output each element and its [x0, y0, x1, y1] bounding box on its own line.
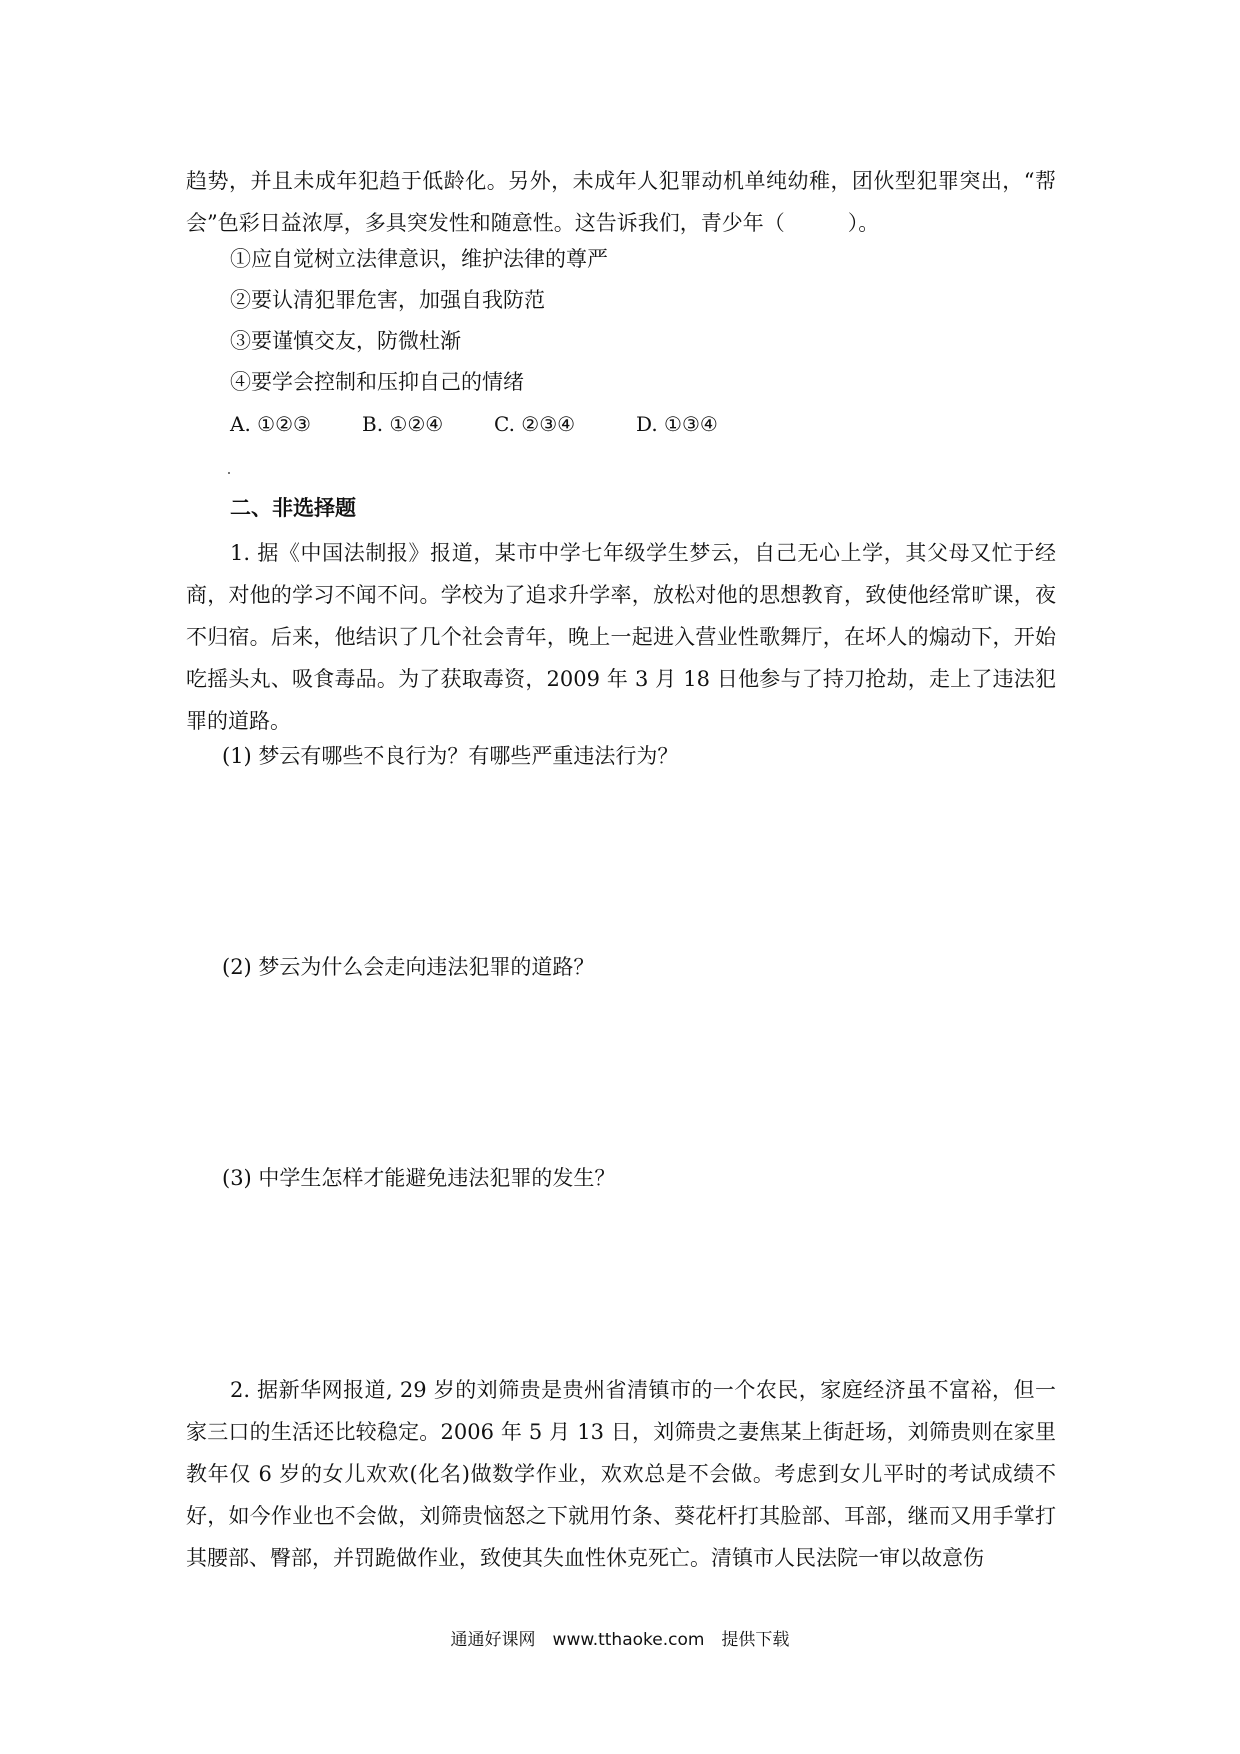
question-2-text: 2. 据新华网报道, 29 岁的刘筛贵是贵州省清镇市的一个农民，家庭经济虽不富裕，但一家三口的生活还比较稳定。2006 年 5 月 13 日，刘筛贵之妻焦某上街赶场，刘筛贵则在家里教年仅 6 岁的女儿欢欢(化名)做数学作业，欢欢总是不会做。考虑到女儿平时的考试成绩不好，如今作业也不会做，刘筛贵恼怒之下就用竹条、葵花杆打其脸部、耳部，继而又用手掌打其腰部、臀部，并罚跪做作业，致使其失血性休克死亡。清镇市人民法院一审以故意伤 — [186, 1378, 1056, 1570]
question-1-sub-2: (2) 梦云为什么会走向违法犯罪的道路？ — [222, 955, 595, 979]
section-heading: 二、非选择题 — [230, 495, 356, 520]
question-1-sub-3: (3) 中学生怎样才能避免违法犯罪的发生？ — [222, 1166, 616, 1190]
question-1-text: 1. 据《中国法制报》报道，某市中学七年级学生梦云，自己无心上学，其父母又忙于经商，对他的学习不闻不问。学校为了追求升学率，放松对他的思想教育，致使他经常旷课，夜不归宿。后来，他结识了几个社会青年，晚上一起进入营业性歌舞厅，在坏人的煽动下，开始吃摇头丸、吸食毒品。为了获取毒资，2009 年 3 月 18 日他参与了持刀抢劫，走上了违法犯罪的道路。 — [186, 541, 1056, 733]
answer-choices — [230, 410, 718, 438]
statement-2: ②要认清犯罪危害，加强自我防范 — [230, 288, 545, 312]
scan-speck — [228, 472, 230, 474]
choice-c: C. ②③④ — [494, 412, 576, 436]
page-footer: 通通好课网 www.tthaoke.com 提供下载 — [450, 1630, 790, 1650]
choice-a: A. ①②③ — [230, 412, 311, 436]
statement-4: ④要学会控制和压抑自己的情绪 — [230, 370, 524, 394]
question-1-sub-1: (1) 梦云有哪些不良行为？有哪些严重违法行为？ — [222, 744, 679, 768]
choice-d: D. ①③④ — [636, 412, 718, 436]
question-intro-text: 趋势，并且未成年犯趋于低龄化。另外，未成年人犯罪动机单纯幼稚，团伙型犯罪突出，“帮会”色彩日益浓厚，多具突发性和随意性。这告诉我们，青少年（ ）。 — [186, 169, 1056, 235]
statement-3: ③要谨慎交友，防微杜渐 — [230, 329, 461, 353]
statement-1: ①应自觉树立法律意识，维护法律的尊严 — [230, 247, 608, 271]
choice-b: B. ①②④ — [362, 412, 444, 436]
